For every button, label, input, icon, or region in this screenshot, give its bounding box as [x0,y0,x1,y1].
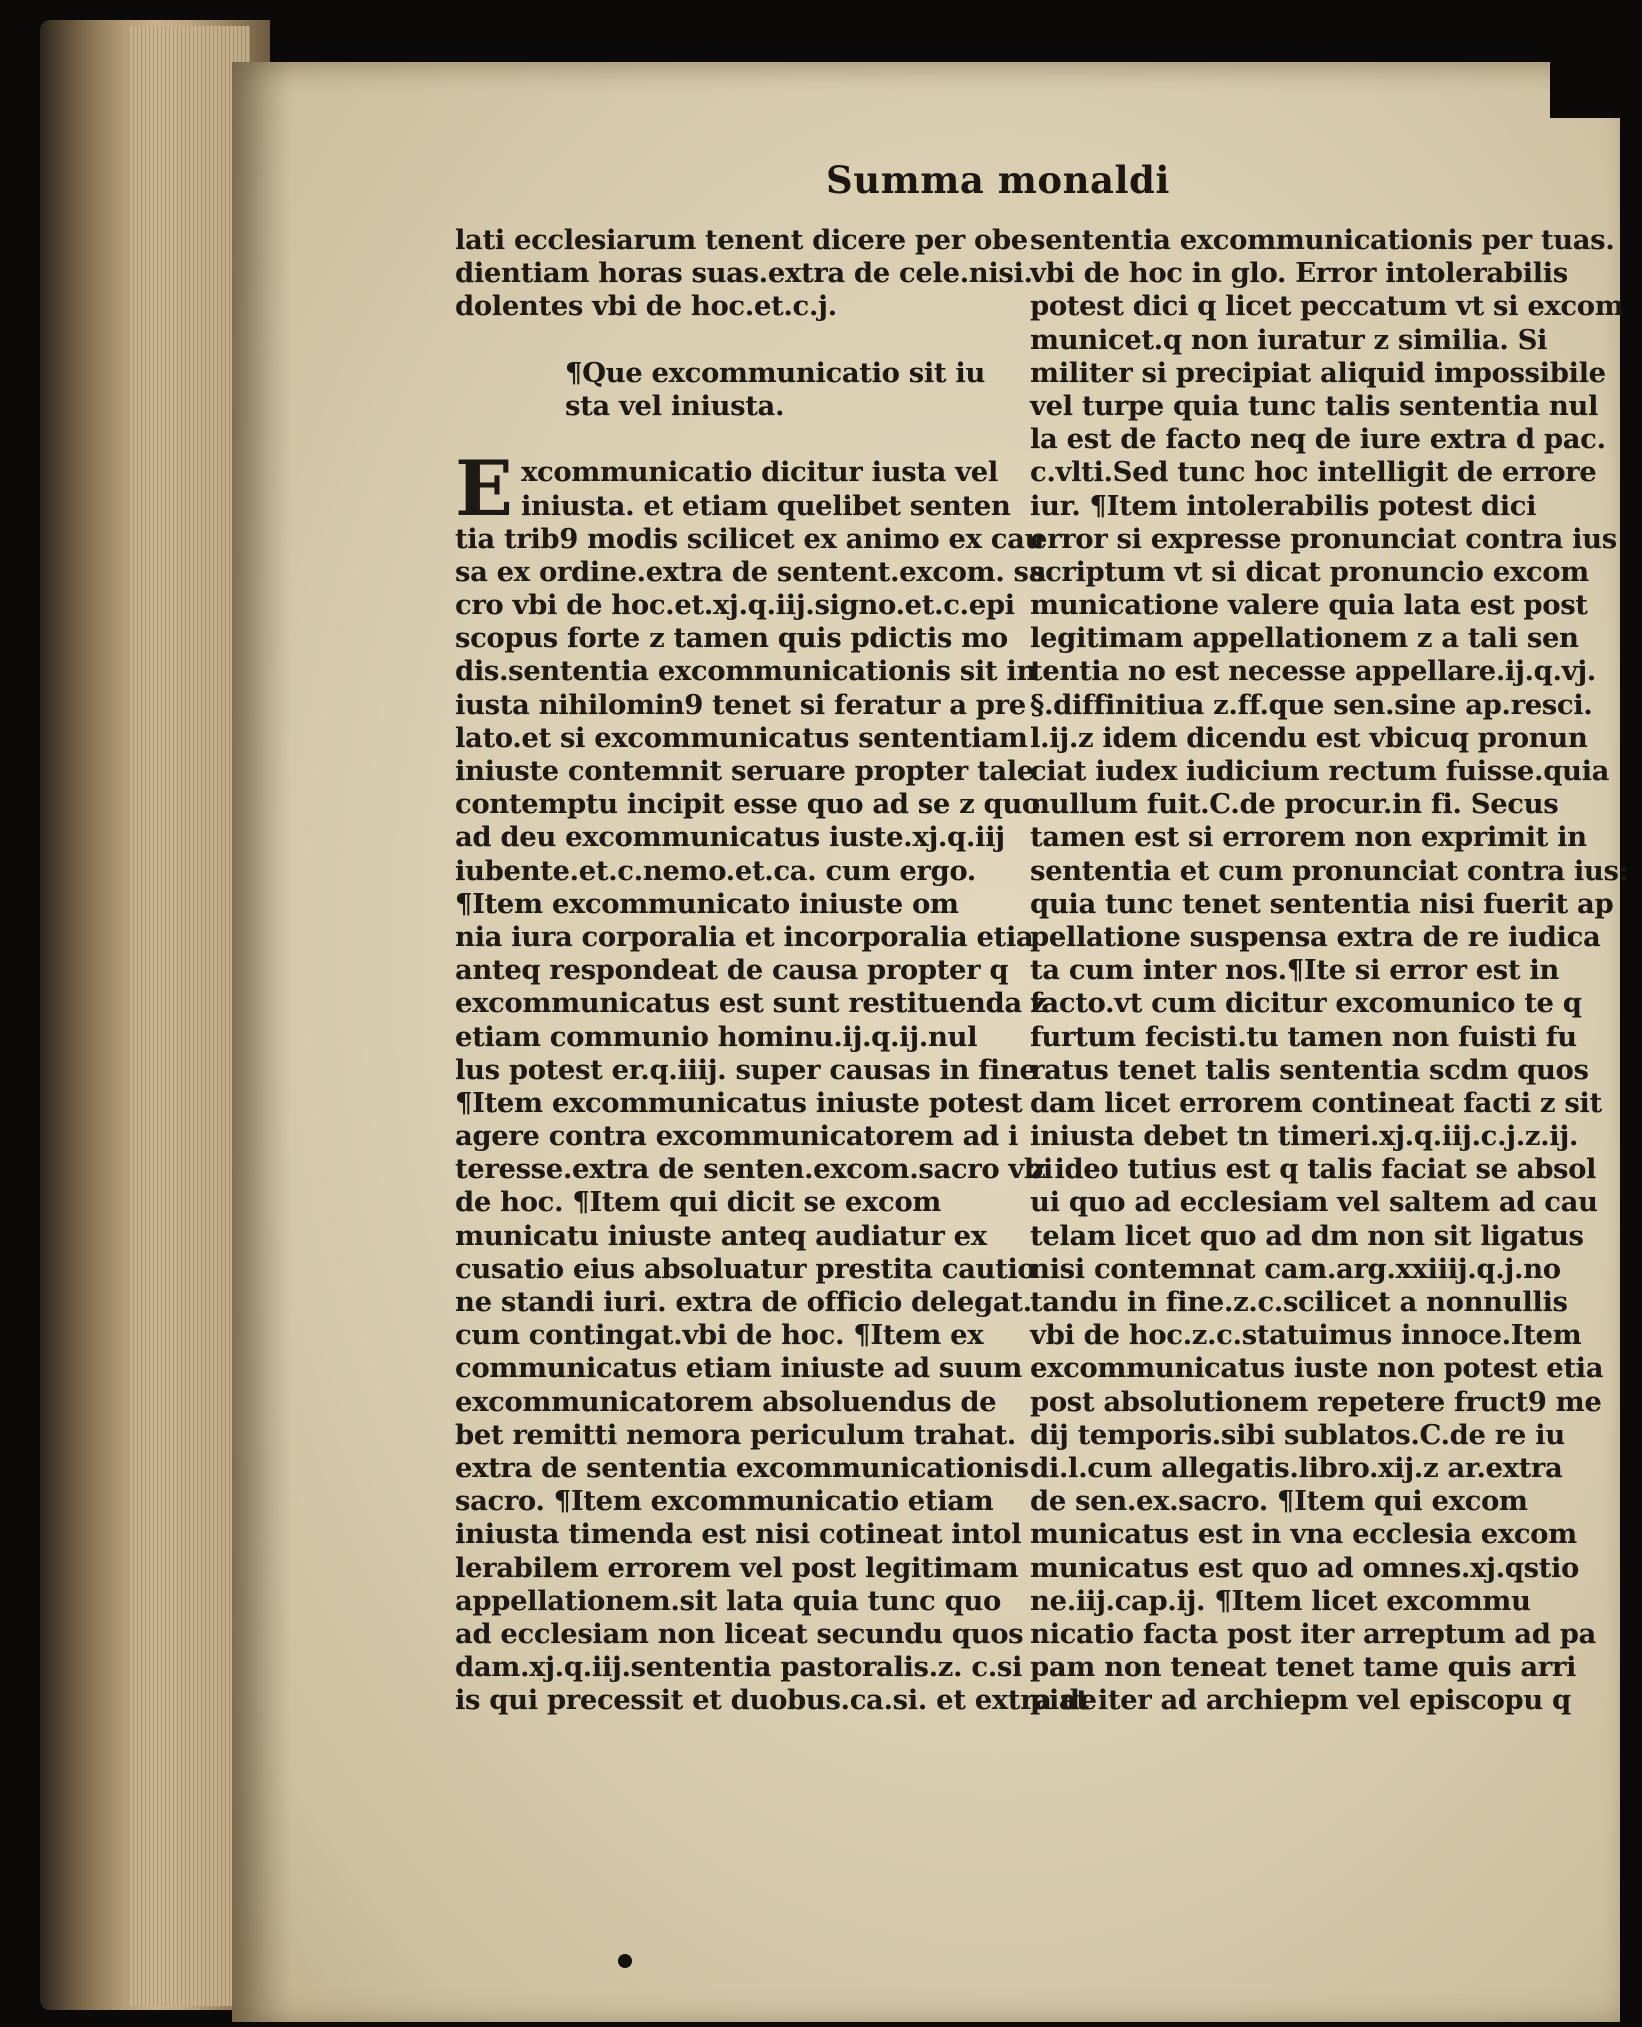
text-line: pam non teneat tenet tame quis arri [1030,1651,1577,1684]
text-line: cum contingat.vbi de hoc. ¶Item ex [455,1319,984,1352]
text-line: dientiam horas suas.extra de cele.nisi. [455,257,1033,290]
initial-letter: E [455,444,513,534]
text-line: telam licet quo ad dm non sit ligatus [1030,1219,1584,1252]
text-line: scriptum vt si dicat pronuncio excom [1030,555,1589,588]
text-line: dis.sententia excommunicationis sit in [455,655,1037,688]
text-line: ne standi iuri. extra de officio delegat. [455,1286,1032,1318]
text-line: quia tunc tenet sententia nisi fuerit ap [1030,887,1614,920]
text-line: cro vbi de hoc.et.xj.q.iij.signo.et.c.epi [455,589,1015,622]
text-line: pellatione suspensa extra de re iudica [1030,920,1601,953]
text-line: communicatus etiam iniuste ad suum [455,1352,1022,1385]
text-line: sententia et cum pronunciat contra ius: [1030,854,1629,887]
section-heading: ¶Que excommunicatio sit iu [565,356,985,389]
text-line: error si expresse pronunciat contra ius [1030,522,1617,555]
text-line: municatione valere quia lata est post [1030,589,1588,622]
text-line: ¶Item excommunicato iniuste om [455,887,959,920]
text-line: facto.vt cum dicitur excomunico te q [1030,987,1582,1020]
text-line: ad deu excommunicatus iuste.xj.q.iij [455,821,1005,854]
text-line: vbi de hoc.z.c.statuimus innoce.Item [1030,1319,1582,1352]
text-line: vbi de hoc in glo. Error intolerabilis [1030,257,1568,290]
text-line: iniusta timenda est nisi cotineat intol [455,1518,1022,1551]
text-line: municatus est in vna ecclesia excom [1030,1518,1577,1551]
text-line: excommunicatus est sunt restituenda z [455,987,1047,1020]
text-line: §.diffinitiua z.ff.que sen.sine ap.resci. [1030,688,1593,721]
text-line: la est de facto neq de iure extra d pac. [1030,423,1606,456]
text-line: iniuste contemnit seruare propter tale [455,755,1034,787]
text-line: ta cum inter nos.¶Ite si error est in [1030,954,1560,987]
text-line: cusatio eius absoluatur prestita cautio [455,1252,1036,1285]
page-corner-shadow [1550,62,1620,118]
text-line: iniusta. et etiam quelibet senten [521,489,1011,522]
text-line: de sen.ex.sacro. ¶Item qui excom [1030,1485,1528,1518]
text-line: iur. ¶Item intolerabilis potest dici [1030,489,1537,522]
page-mark [618,1954,632,1968]
right-column [1030,224,1629,1717]
text-line: lus potest er.q.iiij. super causas in fine [455,1053,1037,1086]
text-line: municatu iniuste anteq audiatur ex [455,1219,987,1252]
text-line: dolentes vbi de hoc.et.c.j. [455,290,837,323]
text-line: is qui precessit et duobus.ca.si. et extra de [455,1684,1097,1717]
text-line: sententia excommunicationis per tuas. [1030,224,1615,256]
left-body [455,522,1097,1718]
text-line: appellationem.sit lata quia tunc quo [455,1584,1001,1617]
text-line: ui quo ad ecclesiam vel saltem ad cau [1030,1186,1598,1219]
text-line: militer si precipiat aliquid impossibile [1030,356,1606,389]
text-line: dam licet errorem contineat facti z sit [1030,1086,1602,1119]
text-line: iubente.et.c.nemo.et.ca. cum ergo. [455,854,976,887]
text-line: tamen est si errorem non exprimit in [1030,821,1587,854]
text-line: furtum fecisti.tu tamen non fuisti fu [1030,1020,1577,1053]
text-line: nisi contemnat cam.arg.xxiiij.q.j.no [1030,1252,1561,1285]
text-line: teresse.extra de senten.excom.sacro vbi [455,1153,1053,1186]
left-column [455,224,1097,1717]
text-line: potest dici q licet peccatum vt si excom [1030,290,1624,323]
text-line: nia iura corporalia et incorporalia etia [455,920,1034,953]
text-line: bet remitti nemora periculum trahat. [455,1418,1016,1451]
text-line: agere contra excommunicatorem ad i [455,1120,1019,1153]
text-line: excommunicatorem absoluendus de [455,1385,997,1418]
text-line: sa ex ordine.extra de sentent.excom. sa [455,555,1047,588]
text-line: vel turpe quia tunc talis sententia nul [1030,389,1599,422]
gutter-shadow [232,62,292,2022]
text-line: xcommunicatio dicitur iusta vel [521,456,998,489]
text-line: c.vlti.Sed tunc hoc intelligit de errore [1030,456,1597,489]
text-line: lerabilem errorem vel post legitimam [455,1551,1019,1584]
text-line: extra de sententia excommunicationis [455,1451,1029,1484]
running-head: Summa monaldi [826,158,1170,202]
initial-paragraph [455,444,1015,534]
text-line: anteq respondeat de causa propter q [455,954,1009,987]
text-line: iusta nihilomin9 tenet si feratur a pre [455,688,1026,721]
text-line: legitimam appellationem z a tali sen [1030,622,1579,655]
text-line: ciat iudex iudicium rectum fuisse.quia [1030,755,1610,787]
right-body [1030,224,1629,1717]
text-line: tia trib9 modis scilicet ex animo ex cau [455,522,1045,555]
text-line: scopus forte z tamen quis pdictis mo [455,622,1008,655]
text-line: z ideo tutius est q talis faciat se absol [1030,1153,1597,1186]
section-heading: sta vel iniusta. [565,389,785,422]
text-line: lati ecclesiarum tenent dicere per obe [455,224,1028,256]
text-line: dam.xj.q.iij.sententia pastoralis.z. c.si [455,1651,1023,1684]
text-line: l.ij.z idem dicendu est vbicuq pronun [1030,721,1588,754]
text-line: ratus tenet talis sententia scdm quos [1030,1053,1589,1086]
text-line: nullum fuit.C.de procur.in fi. Secus [1030,788,1559,821]
text-line: piat iter ad archiepm vel episcopu q [1030,1684,1571,1717]
spacer [455,324,1015,357]
text-line: municet.q non iuratur z similia. Si [1030,323,1548,356]
text-line: excommunicatus iuste non potest etia [1030,1352,1604,1385]
text-line: di.l.cum allegatis.libro.xij.z ar.extra [1030,1451,1563,1484]
text-line: ad ecclesiam non liceat secundu quos [455,1617,1024,1650]
text-line: tentia no est necesse appellare.ij.q.vj. [1030,655,1596,688]
text-line: municatus est quo ad omnes.xj.qstio [1030,1551,1579,1584]
text-line: iniusta debet tn timeri.xj.q.iij.c.j.z.ij. [1030,1120,1579,1153]
text-line: etiam communio hominu.ij.q.ij.nul [455,1020,978,1053]
spacer [455,423,1015,456]
text-line: ne.iij.cap.ij. ¶Item licet excommu [1030,1584,1531,1617]
text-line: de hoc. ¶Item qui dicit se excom [455,1186,941,1219]
text-line: nicatio facta post iter arreptum ad pa [1030,1617,1596,1650]
text-line: dij temporis.sibi sublatos.C.de re iu [1030,1418,1565,1451]
text-line: ¶Item excommunicatus iniuste potest [455,1086,1023,1119]
text-line: lato.et si excommunicatus sententiam [455,721,1028,754]
text-line: post absolutionem repetere fruct9 me [1030,1385,1602,1418]
text-line: tandu in fine.z.c.scilicet a nonnullis [1030,1286,1568,1318]
text-line: contemptu incipit esse quo ad se z quo [455,788,1040,821]
text-line: sacro. ¶Item excommunicatio etiam [455,1485,994,1518]
